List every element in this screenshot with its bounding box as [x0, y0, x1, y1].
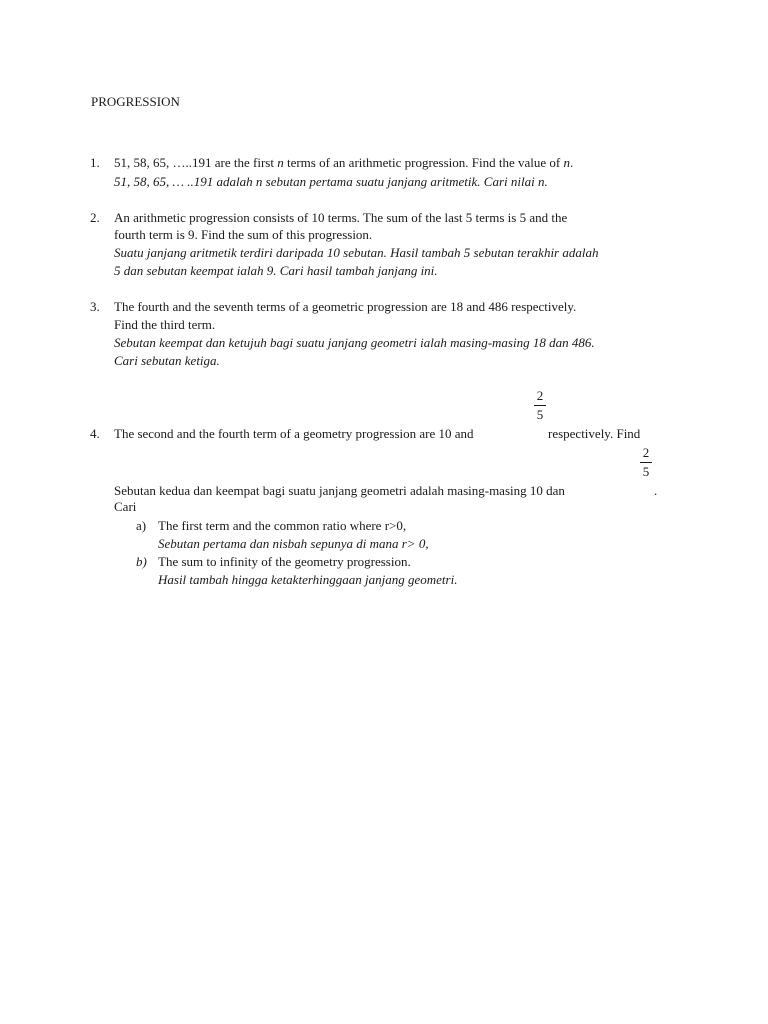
question-number: 2.	[90, 210, 100, 225]
q1-text-b: terms of an arithmetic progression. Find the value of	[283, 155, 564, 170]
question-3-malay-line1: Sebutan keempat dan ketujuh bagi suatu janjang geometri ialah masing-masing 18 dan 486.	[114, 335, 595, 350]
question-4-english-a: The second and the fourth term of a geometry progression are 10 and	[114, 426, 474, 441]
question-1-malay: 51, 58, 65, … ..191 adalah n sebutan pertama suatu janjang aritmetik. Cari nilai n.	[114, 174, 548, 189]
page-title: PROGRESSION	[91, 94, 180, 109]
fraction-two-fifths-malay	[640, 446, 652, 479]
fraction-bar	[534, 405, 546, 406]
question-2-malay-line1: Suatu janjang aritmetik terdiri daripada 10 sebutan. Hasil tambah 5 sebutan terakhir adalah	[114, 245, 599, 260]
question-number: 3.	[90, 299, 100, 314]
question-2-english-line2: fourth term is 9. Find the sum of this progression.	[114, 227, 373, 242]
fraction-numerator: 2	[642, 445, 650, 460]
part-b-english: The sum to infinity of the geometry progression.	[158, 554, 411, 569]
part-b-malay: Hasil tambah hingga ketakterhinggaan janjang geometri.	[158, 572, 458, 587]
question-4-malay-a: Sebutan kedua dan keempat bagi suatu janjang geometri adalah masing-masing 10 dan	[114, 483, 565, 498]
question-3-english-line1: The fourth and the seventh terms of a geometric progression are 18 and 486 respectively.	[114, 299, 577, 314]
question-3-english-line2: Find the third term.	[114, 317, 216, 332]
question-number: 4.	[90, 426, 100, 441]
question-3-malay-line2: Cari sebutan ketiga.	[114, 353, 220, 368]
fraction-numerator: 2	[536, 388, 544, 403]
fraction-denominator: 5	[642, 464, 650, 479]
part-label: b)	[136, 554, 147, 569]
question-2-malay-line2: 5 dan sebutan keempat ialah 9. Cari hasil tambah janjang ini.	[114, 263, 438, 278]
fraction-bar	[640, 462, 652, 463]
question-2-english-line1: An arithmetic progression consists of 10 terms. The sum of the last 5 terms is 5 and the	[114, 210, 568, 225]
question-4-malay-line2: Cari	[114, 499, 137, 514]
fraction-two-fifths	[534, 389, 546, 422]
q1-var-n2: n	[563, 155, 570, 170]
q1-text-a: 51, 58, 65, …..191 are the first	[114, 155, 278, 170]
question-number: 1.	[90, 155, 100, 170]
question-4-english-b: respectively. Find	[548, 426, 641, 441]
part-a-english: The first term and the common ratio where r>0,	[158, 518, 407, 533]
q1-text-c: .	[570, 155, 574, 170]
part-label: a)	[136, 518, 147, 533]
fraction-denominator: 5	[536, 407, 544, 422]
question-1-english	[114, 154, 573, 172]
question-4-malay-b: .	[654, 483, 658, 498]
part-a-malay: Sebutan pertama dan nisbah sepunya di mana r> 0,	[158, 536, 429, 551]
q1-var-n: n	[277, 155, 284, 170]
